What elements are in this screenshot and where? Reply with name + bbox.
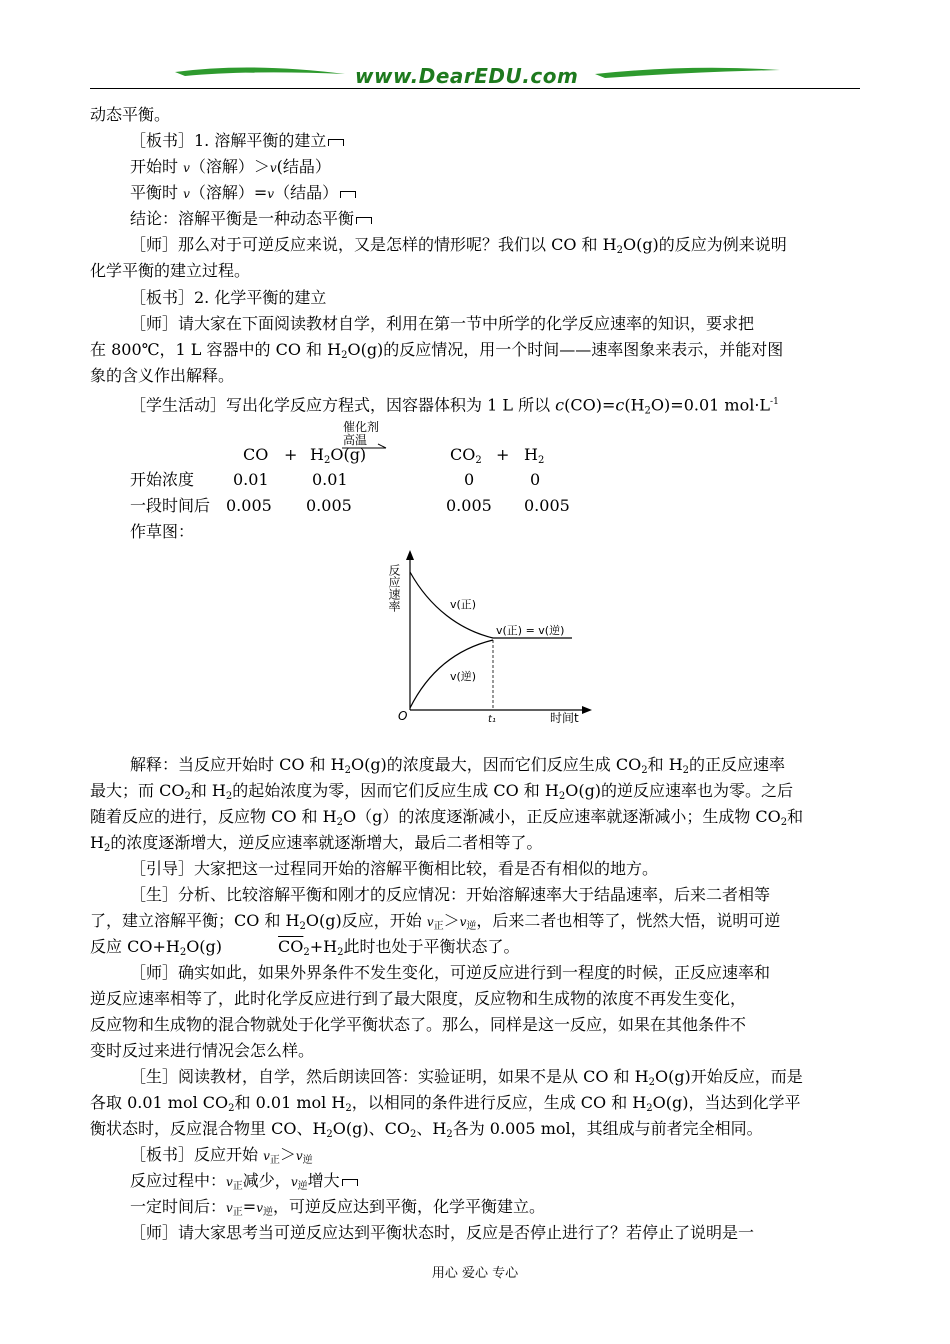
text-line: ［学生活动］写出化学反应方程式，因容器体积为 1 L 所以 $c(CO)=c(H_2O)=0.01$ $mol\cdot L^{-1}$ xyxy=(130,395,779,417)
text-line: $H_2$的浓度逐渐增大，逆反应速率就逐渐增大，最后二者相等了。 xyxy=(90,833,543,854)
eq-co2: $CO_2$ xyxy=(450,445,482,466)
text-line: 结论：溶解平衡是一种动态平衡 xyxy=(130,208,372,230)
text-line: 动态平衡。 xyxy=(90,105,171,124)
text-line: ［引导］大家把这一过程同开始的溶解平衡相比较，看是否有相似的地方。 xyxy=(130,859,659,878)
text-line: 平衡时 v（溶解）=v（结晶） xyxy=(130,182,356,205)
text-line: ［师］那么对于可逆反应来说，又是怎样的情形呢？我们以 CO 和 $H_2O(g)$的反应为例来说明 xyxy=(130,235,787,256)
text-line: 最大；而 $CO_2$和 $H_2$的起始浓度为零，因而它们反应生成 CO 和 $H_2O(g)$的逆反应速率也为零。之后 xyxy=(90,781,794,802)
t1-label: t₁ xyxy=(488,714,496,725)
start-val: 0 xyxy=(464,470,475,489)
start-label: 开始浓度 xyxy=(130,470,195,489)
text-line: 解释：当反应开始时 CO 和 $H_2O(g)$的浓度最大，因而它们反应生成 $CO_2$和 $H_2$的正反应速率 xyxy=(130,755,786,776)
later-val: 0.005 xyxy=(306,496,352,515)
x-axis-label: 时间t xyxy=(550,711,579,725)
page-footer: 用心 爱心 专心 xyxy=(431,1266,519,1281)
later-val: 0.005 xyxy=(524,496,570,515)
paragraph-mark-icon xyxy=(340,191,356,198)
text-line: 逆反应速率相等了，此时化学反应进行到了最大限度，反应物和生成物的浓度不再发生变化， xyxy=(90,989,747,1008)
text-line: 随着反应的进行，反应物 CO 和 $H_2O(g)$的浓度逐渐减小，正反应速率就逐渐减小；生成物 $CO_2$和 xyxy=(90,807,804,828)
paragraph-mark-icon xyxy=(356,217,372,224)
text-line: ［板书］2. 化学平衡的建立 xyxy=(130,288,327,307)
text-line: ［板书］反应开始 $v_正>v_逆$ xyxy=(130,1145,313,1166)
text-line: 化学平衡的建立过程。 xyxy=(90,261,251,280)
rate-time-chart xyxy=(387,548,600,728)
paragraph-mark-icon xyxy=(342,1179,358,1186)
y-axis-label: 反应速率 xyxy=(387,564,401,612)
later-val: 0.005 xyxy=(446,496,492,515)
header-rule xyxy=(90,88,860,89)
equal-label: v(正) = v(逆) xyxy=(496,624,565,637)
text-line: 在 800℃，1 L 容器中的 CO 和 $H_2O(g)$的反应情况，用一个时间——速率图象来表示，并能对图 xyxy=(90,340,784,361)
series-label-forward: v(正) xyxy=(450,598,477,611)
text-line: 了，建立溶解平衡；CO 和 $H_2O(g)$反应，开始 $v_正>v_逆$，后来二者也相等了，恍然大悟，说明可逆 xyxy=(90,911,781,932)
paragraph-mark-icon xyxy=(328,139,344,146)
text-line: ［师］确实如此，如果外界条件不发生变化，可逆反应进行到一程度的时候，正反应速率和 xyxy=(130,963,771,982)
text-line: ［生］阅读教材，自学，然后朗读回答：实验证明，如果不是从 CO 和 $H_2O(g)$开始反应，而是 xyxy=(130,1067,803,1088)
text-line: 反应过程中：$v_正$减少，$v_逆$增大 xyxy=(130,1170,358,1198)
text-line: 各取 0.01 mol $CO_2$和 0.01 mol $H_2$，以相同的条件进行反应，生成 CO 和 $H_2O(g)$，当达到化学平 xyxy=(90,1093,801,1114)
x-axis-arrow-icon xyxy=(582,706,592,714)
later-label: 一段时间后 xyxy=(130,496,211,515)
site-brand[interactable]: www.DearEDU.com xyxy=(355,64,579,88)
right-leaf-swoosh xyxy=(595,68,780,78)
condition-label: 高温 xyxy=(343,433,368,447)
left-leaf-swoosh xyxy=(175,67,345,76)
start-val: 0.01 xyxy=(233,470,269,489)
text-line: 衡状态时，反应混合物里 CO、$H_2O(g)$、$CO_2$、$H_2$各为 0.005 mol，其组成与前者完全相同。 xyxy=(90,1119,763,1140)
text-line: 一定时间后：$v_正=v_逆$，可逆反应达到平衡，化学平衡建立。 xyxy=(130,1197,545,1218)
origin-label: O xyxy=(398,709,408,723)
eq-h2o: $H_2O(g)$ xyxy=(310,445,367,466)
later-val: 0.005 xyxy=(226,496,272,515)
text-line: ［师］请大家在下面阅读教材自学，利用在第一节中所学的化学反应速率的知识，要求把 xyxy=(130,314,755,333)
text-line: 反应 $CO+H_2O(g)$ $\overline{CO}_2+H_2$此时也处于平衡状态了。 xyxy=(90,937,520,958)
text-line: ［师］请大家思考当可逆反应达到平衡状态时，反应是否停止进行了？若停止了说明是一 xyxy=(130,1223,755,1242)
eq-h2: $H_2$ xyxy=(524,445,545,466)
series-label-reverse: v(逆) xyxy=(450,670,477,683)
text-line: ［板书］1. 溶解平衡的建立 xyxy=(130,130,344,152)
eq-plus: + xyxy=(284,445,298,464)
eq-plus: + xyxy=(496,445,510,464)
text-line: 变时反过来进行情况会怎么样。 xyxy=(90,1041,315,1060)
text-line: 象的含义作出解释。 xyxy=(90,366,235,385)
draft-label: 作草图： xyxy=(130,522,195,541)
text-line: 开始时 v（溶解）＞v(结晶） xyxy=(130,157,331,176)
text-line: ［生］分析、比较溶解平衡和刚才的反应情况：开始溶解速率大于结晶速率，后来二者相等 xyxy=(130,885,771,904)
text-line: 反应物和生成物的混合物就处于化学平衡状态了。那么，同样是这一反应，如果在其他条件不 xyxy=(90,1015,747,1034)
eq-co: CO xyxy=(243,445,269,464)
y-axis-arrow-icon xyxy=(406,550,414,560)
start-val: 0 xyxy=(530,470,541,489)
catalyst-label: 催化剂 xyxy=(343,420,380,434)
start-val: 0.01 xyxy=(312,470,348,489)
